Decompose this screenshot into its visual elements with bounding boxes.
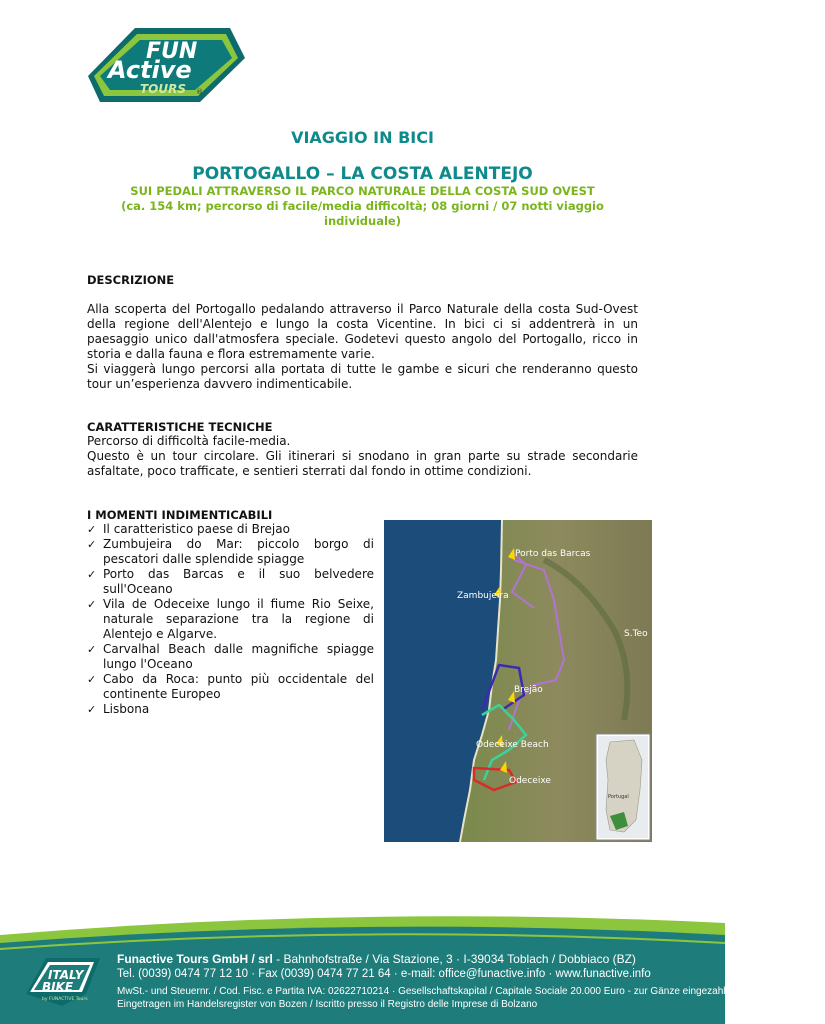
trip-tagline: SUI PEDALI ATTRAVERSO IL PARCO NATURALE DELLA COSTA SUD OVEST [130,184,595,198]
momenti-list [87,522,374,717]
caratteristiche-heading: CARATTERISTICHE TECNICHE [87,420,273,434]
check-icon: ✓ [87,568,97,581]
italy-bike-line3: by FUNACTIVE Tours [42,997,88,1002]
check-icon: ✓ [87,598,97,611]
italy-bike-line2: BIKE [42,980,74,994]
footer-legal-2: Eingetragen im Handelsregister von Bozen / Iscritto presso il Registro delle Imprese di Bolzano [117,999,538,1010]
check-icon: ✓ [87,703,97,716]
list-item: ✓ Zumbujeira do Mar: piccolo borgo di pescatori dalle splendide spiagge [87,537,374,566]
check-icon: ✓ [87,538,97,551]
logo-line1: FUN [146,39,198,64]
list-item: ✓ Il caratteristico paese di Brejao [87,522,290,536]
footer-address: - Bahnhofstraße / Via Stazione, 3 · I-39034 Toblach / Dobbiaco (BZ) [272,952,636,966]
italy-bike-logo [22,952,104,1008]
list-item: ✓ Carvalhal Beach dalle magnifiche spiagge lungo l'Oceano [87,642,374,671]
inset-map [596,734,650,840]
descrizione-paragraph-2: Si viaggerà lungo percorsi alla portata di tutte le gambe e sicuri che renderanno questo tour un’esperienza davvero indimenticabile. [87,362,638,391]
list-item: ✓ Porto das Barcas e il suo belvedere sull'Oceano [87,567,374,596]
check-icon: ✓ [87,673,97,686]
logo-line2: Active [108,56,192,84]
descrizione-text [87,302,638,392]
check-icon: ✓ [87,643,97,656]
map-label-odeceixe: Odeceixe [509,776,551,786]
italy-bike-line1: ITALY [48,968,84,982]
caratteristiche-paragraph-2: Questo è un tour circolare. Gli itinerari si snodano in gran parte su strade secondarie asfaltate, poco trafficate, e sentieri sterrati dal fondo in ottime condizioni. [87,449,638,478]
inset-label-portugal: Portugal [608,794,629,800]
descrizione-paragraph-1: Alla scoperta del Portogallo pedalando attraverso il Parco Naturale della costa Sud-Ovest della regione dell'Alentejo e lungo la costa Vicentine. In bici ci si addentrerà in un paesaggio unico dall'atmosfera speciale. Godetevi questo angolo del Portogallo, ricco in storia e dalla fauna e flora estremamente varie. [87,302,638,361]
map-label-brejao: Brejão [514,685,543,695]
logo-line3: TOURS [140,82,187,96]
footer-contacts: Tel. (0039) 0474 77 12 10 · Fax (0039) 0474 77 21 64 · e-mail: office@funactive.info · www.funactive.info [117,968,651,980]
caratteristiche-paragraph-1: Percorso di difficoltà facile-media. [87,434,291,448]
footer-legal-1: MwSt.- und Steuernr. / Cod. Fisc. e Partita IVA: 02622710214 · Gesellschaftskapital / Capitale Sociale 20.000 Euro - zur Gänze eingezahlt / interamente versato [117,986,825,997]
map-label-odeceixe-beach: Odeceixe Beach [476,740,549,750]
fun-active-tours-logo [80,16,250,106]
route-map [384,520,652,842]
check-icon: ✓ [87,523,97,536]
footer-company: Funactive Tours GmbH / srl [117,952,273,966]
caratteristiche-text [87,434,638,479]
page-title: VIAGGIO IN BICI [291,128,434,147]
map-label-porto-das-barcas: Porto das Barcas [515,549,591,559]
list-item: ✓ Vila de Odeceixe lungo il fiume Rio Seixe, naturale separazione tra la regione di Alentejo e Algarve. [87,597,374,641]
momenti-heading: I MOMENTI INDIMENTICABILI [87,508,273,522]
list-item: ✓ Cabo da Roca: punto più occidentale del continente Europeo [87,672,374,701]
trip-title: PORTOGALLO – LA COSTA ALENTEJO [192,164,533,184]
map-label-s-teo: S.Teo [624,629,648,639]
descrizione-heading: DESCRIZIONE [87,273,175,287]
logo-reg: ® [196,88,203,96]
map-label-zambujeira: Zambujeira [457,591,509,601]
footer-company-line [117,952,636,966]
list-item: ✓ Lisbona [87,702,150,716]
trip-details: (ca. 154 km; percorso di facile/media difficoltà; 08 giorni / 07 notti viaggio individuale) [121,199,604,228]
